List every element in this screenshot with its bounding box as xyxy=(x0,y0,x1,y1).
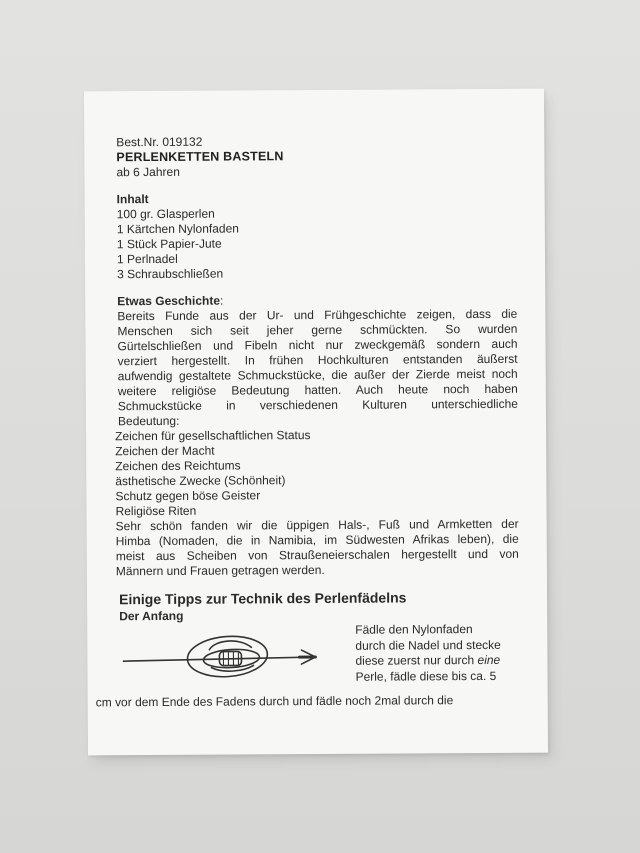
start-text-line xyxy=(355,653,525,670)
history-line: Bereits Funde aus der Ur- und Frühgeschichte zeigen, dass die xyxy=(117,306,518,324)
start-heading: Der Anfang xyxy=(119,608,184,624)
contents-heading: Inhalt xyxy=(116,192,149,207)
history-heading-colon: : xyxy=(219,293,224,308)
meaning-item: Religiöse Riten xyxy=(115,503,197,519)
contents-item: 1 Kärtchen Nylonfaden xyxy=(116,221,239,237)
himba-line: Männern und Frauen getragen werden. xyxy=(115,562,325,579)
meaning-item: ästhetische Zwecke (Schönheit) xyxy=(115,473,286,489)
start-text xyxy=(355,622,525,685)
age-label: ab 6 Jahren xyxy=(116,164,180,180)
tips-heading: Einige Tipps zur Technik des Perlenfädelns xyxy=(119,589,407,608)
contents-item: 3 Schraubschließen xyxy=(117,266,224,282)
history-line: Gürtelschließen und Fibeln nicht nur zweckgemäß sondern auch xyxy=(117,336,518,354)
contents-item: 1 Stück Papier-Jute xyxy=(116,236,222,252)
document-title: PERLENKETTEN BASTELN xyxy=(116,149,284,165)
himba-line: meist aus Scheiben von Straußeneierschalen hergestellt und von xyxy=(115,546,519,564)
sheet-content xyxy=(95,133,520,710)
history-line: aufwendig gestaltete Schmuckstücke, die außer der Zierde meist noch xyxy=(117,366,518,384)
himba-line: Himba (Nomaden, die in Namibia, im Südwesten Afrikas leben), die xyxy=(115,531,519,549)
instruction-sheet xyxy=(84,89,548,756)
order-number: Best.Nr. 019132 xyxy=(116,134,203,150)
start-text-last-line: cm vor dem Ende des Fadens durch und fädle noch 2mal durch die xyxy=(95,693,454,710)
start-section xyxy=(119,622,519,688)
contents-item: 1 Perlnadel xyxy=(116,251,178,267)
meanings-list xyxy=(115,427,519,519)
meaning-item: Zeichen für gesellschaftlichen Status xyxy=(115,428,311,444)
meaning-item: Zeichen des Reichtums xyxy=(115,458,241,474)
contents-list xyxy=(117,205,517,282)
start-text-line: Fädle den Nylonfaden xyxy=(355,622,473,637)
contents-item: 100 gr. Glasperlen xyxy=(116,206,215,222)
start-text-emphasis: eine xyxy=(477,652,501,668)
history-line: weitere religiöse Bedeutung hatten. Auch heute noch haben xyxy=(117,381,518,399)
meaning-item: Zeichen der Macht xyxy=(115,443,215,459)
start-text-line: durch die Nadel und stecke xyxy=(355,637,501,653)
meaning-item: Schutz gegen böse Geister xyxy=(115,488,261,504)
history-line: Menschen sich seit jeher gerne schmückten. So wurden xyxy=(117,321,518,339)
history-heading: Etwas Geschichte xyxy=(117,293,221,309)
himba-paragraph xyxy=(116,517,519,579)
history-paragraph xyxy=(117,307,518,429)
start-text-fragment: diese zuerst nur durch xyxy=(355,653,478,668)
history-line: Schmuckstücke in verschiedenen Kulturen unterschiedliche xyxy=(117,396,518,414)
history-line: Bedeutung: xyxy=(117,413,180,429)
start-text-line: Perle, fädle diese bis ca. 5 xyxy=(355,668,497,684)
himba-line: Sehr schön fanden wir die üppigen Hals-, Fuß und Armketten der xyxy=(115,516,519,534)
history-line: verziert hergestellt. In frühen Hochkulturen entstanden äußerst xyxy=(117,351,518,369)
needle-thread-bead-icon xyxy=(119,627,349,688)
